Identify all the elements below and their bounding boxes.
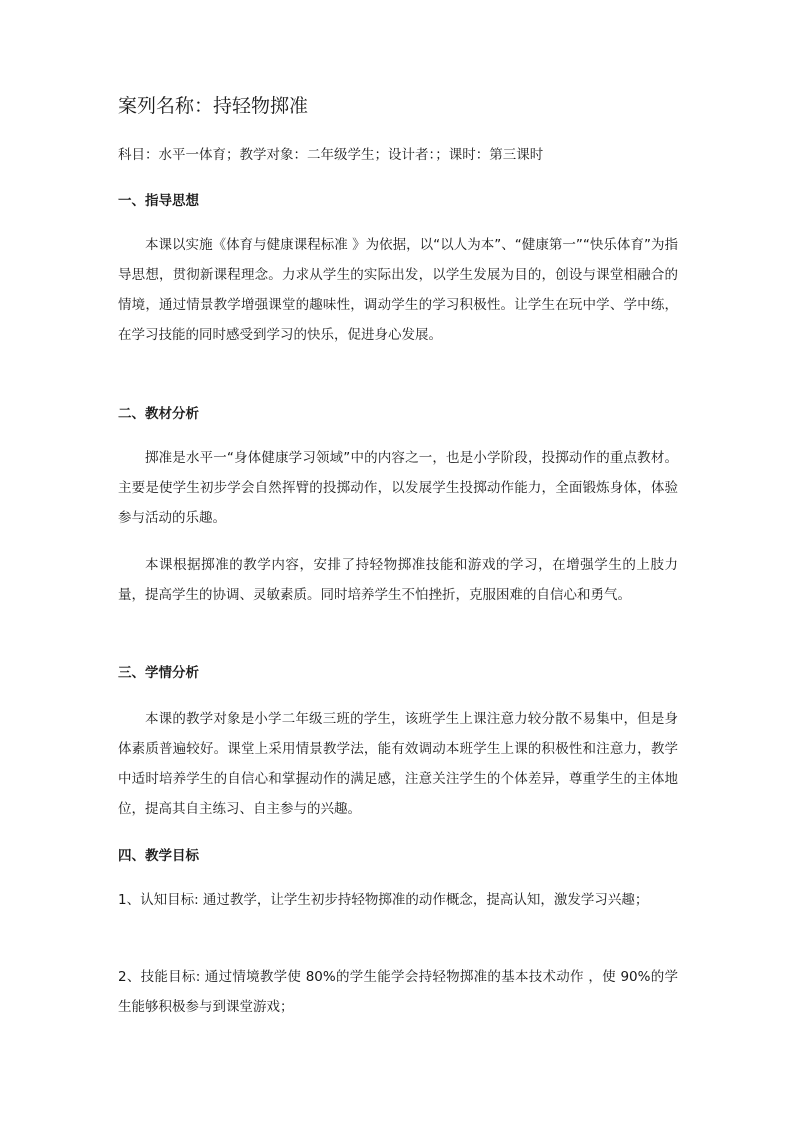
course-meta: 科目：水平一体育；教学对象：二年级学生；设计者：；课时：第三课时	[118, 147, 544, 163]
paragraph-student-analysis: 本课的教学对象是小学二年级三班的学生，该班学生上课注意力较分散不易集中，但是身体素质普遍较好。课堂上采用情景教学法，能有效调动本班学生上课的积极性和注意力，教学中适时培养学生的自信心和掌握动作的满足感，注意关注学生的个体差异，尊重学生的主体地位，提高其自主练习、自主参与的兴趣。	[118, 711, 678, 817]
paragraph-material-analysis-1: 掷准是水平一“身体健康学习领域”中的内容之一，也是小学阶段，投掷动作的重点教材。主要是使学生初步学会自然挥臂的投掷动作，以发展学生投掷动作能力，全面锻炼身体，体验参与活动的乐趣。	[118, 450, 678, 526]
paragraph-material-analysis-2: 本课根据掷准的教学内容，安排了持轻物掷准技能和游戏的学习，在增强学生的上肢力量，提高学生的协调、灵敏素质。同时培养学生不怕挫折，克服困难的自信心和勇气。	[118, 557, 678, 603]
case-title: 案列名称：持轻物掷准	[118, 95, 309, 117]
paragraph-guiding-ideology: 本课以实施《体育与健康课程标准 》为依据，以“以人为本”、“健康第一”“快乐体育”为指导思想，贯彻新课程理念。力求从学生的实际出发，以学生发展为目的，创设与课堂相融合的情境，通过情景教学增强课堂的趣味性，调动学生的学习积极性。让学生在玩中学、学中练，在学习技能的同时感受到学习的快乐，促进身心发展。	[118, 237, 678, 343]
goal-item-skill: 2、技能目标: 通过情境教学使 80%的学生能学会持轻物掷准的基本技术动作 ，使 90%的学生能够积极参与到课堂游戏；	[118, 969, 678, 1015]
section-heading-teaching-goals: 四、教学目标	[118, 848, 199, 864]
section-heading-material-analysis: 二、教材分析	[118, 406, 199, 422]
section-heading-student-analysis: 三、学情分析	[118, 665, 199, 681]
goal-item-cognitive: 1、认知目标: 通过教学，让学生初步持轻物掷准的动作概念，提高认知，激发学习兴趣；	[118, 892, 649, 908]
section-heading-guiding-ideology: 一、指导思想	[118, 193, 199, 209]
